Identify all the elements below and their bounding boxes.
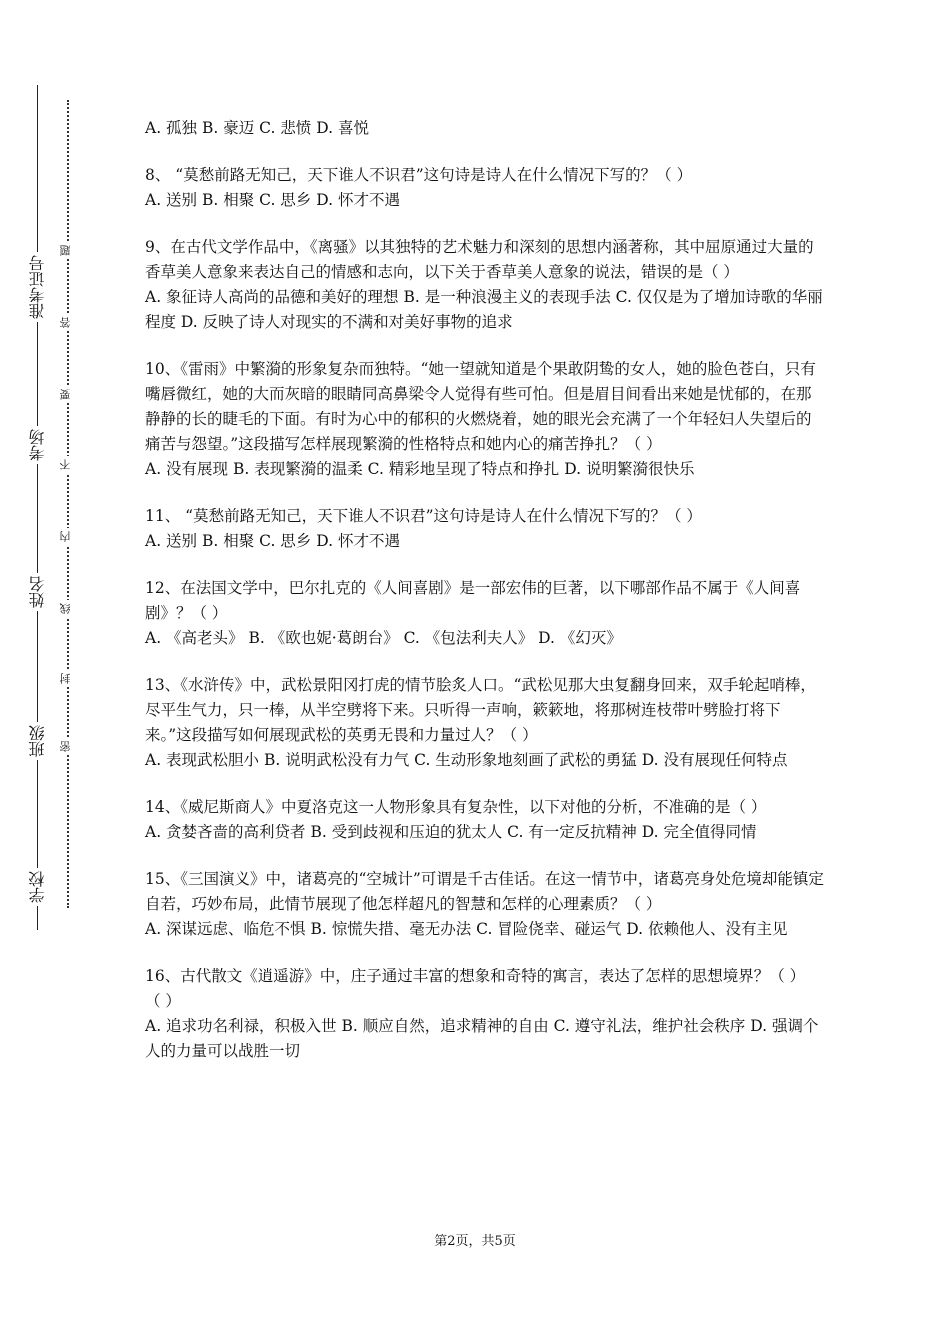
question-stem: 16、古代散文《逍遥游》中，庄子通过丰富的想象和奇特的寓言，表达了怎样的思想境界？（ ） （ ） <box>145 967 806 1010</box>
question-stem: 13、《水浒传》中，武松景阳冈打虎的情节脍炙人口。“武松见那大虫复翻身回来，双手轮起哨棒，尽平生气力，只一棒，从半空劈将下来。只听得一声响，簌簌地，将那树连枝带叶劈脸打将下来。”这段描写如何展现武松的英勇无畏和力量过人？（ ） <box>145 676 816 744</box>
seal-dotted-line <box>67 100 69 908</box>
question-stem: 12、在法国文学中，巴尔扎克的《人间喜剧》是一部宏伟的巨著，以下哪部作品不属于《人间喜剧》？（ ） <box>145 579 801 622</box>
question-options: A. 贪婪吝啬的高利贷者 B. 受到歧视和压迫的犹太人 C. 有一定反抗精神 D. 完全值得同情 <box>145 823 757 841</box>
seal-char: 题 <box>59 242 75 259</box>
field-class: 班级 <box>28 722 46 760</box>
seal-char: 密 <box>59 738 75 755</box>
question-16 <box>145 964 825 1064</box>
question-13 <box>145 673 825 773</box>
question-options: A. 送别 B. 相聚 C. 思乡 D. 怀才不遇 <box>145 532 400 550</box>
question-stem: 10、《雷雨》中繁漪的形象复杂而独特。“她一望就知道是个果敢阴鸷的女人，她的脸色苍白，只有嘴唇微红，她的大而灰暗的眼睛同高鼻梁令人觉得有些可怕。但是眉目间看出来她是忧郁的，在那静静的长的睫毛的下面。有时为心中的郁积的火燃烧着，她的眼光会充满了一个年轻妇人失望后的痛苦与怨望。”这段描写怎样展现繁漪的性格特点和她内心的痛苦挣扎？（ ） <box>145 360 816 453</box>
question-10 <box>145 357 825 482</box>
binding-solid-line <box>37 85 38 930</box>
question-options: A. 追求功名利禄，积极入世 B. 顺应自然，追求精神的自由 C. 遵守礼法，维护社会秩序 D. 强调个人的力量可以战胜一切 <box>145 1017 819 1060</box>
binding-margin <box>0 0 100 1344</box>
field-name: 姓名 <box>28 573 46 611</box>
question-7-options-block <box>145 116 825 141</box>
question-list <box>145 116 825 1086</box>
seal-char: 线 <box>59 600 75 617</box>
question-options: A. 象征诗人高尚的品德和美好的理想 B. 是一种浪漫主义的表现手法 C. 仅仅是为了增加诗歌的华丽程度 D. 反映了诗人对现实的不满和对美好事物的追求 <box>145 288 823 331</box>
question-options: A. 送别 B. 相聚 C. 思乡 D. 怀才不遇 <box>145 191 400 209</box>
field-exam-room: 考场 <box>28 426 46 464</box>
question-stem: 9、在古代文学作品中，《离骚》以其独特的艺术魅力和深刻的思想内涵著称，其中屈原通过大量的香草美人意象来表达自己的情感和志向，以下关于香草美人意象的说法，错误的是（ ） <box>145 238 814 281</box>
seal-char: 封 <box>59 670 75 687</box>
question-stem: 15、《三国演义》中，诸葛亮的“空城计”可谓是千古佳话。在这一情节中，诸葛亮身处危境却能镇定自若，巧妙布局，此情节展现了他怎样超凡的智慧和怎样的心理素质？（ ） <box>145 870 824 913</box>
question-options: A. 表现武松胆小 B. 说明武松没有力气 C. 生动形象地刻画了武松的勇猛 D. 没有展现任何特点 <box>145 751 788 769</box>
field-exam-id: 准考证号 <box>28 252 46 322</box>
page-footer: 第2页，共5页 <box>434 1234 516 1249</box>
seal-char: 内 <box>59 528 75 545</box>
question-9 <box>145 235 825 335</box>
seal-char: 答 <box>59 314 75 331</box>
question-options: A. 《高老头》 B. 《欧也妮·葛朗台》 C. 《包法利夫人》 D. 《幻灭》 <box>145 629 622 647</box>
question-options: A. 深谋远虑、临危不惧 B. 惊慌失措、毫无办法 C. 冒险侥幸、碰运气 D. 依赖他人、没有主见 <box>145 920 788 938</box>
field-school: 学校 <box>28 868 46 906</box>
question-stem: 14、《威尼斯商人》中夏洛克这一人物形象具有复杂性，以下对他的分析，不准确的是（ ） <box>145 798 767 816</box>
seal-char: 不 <box>59 456 75 473</box>
question-options: A. 没有展现 B. 表现繁漪的温柔 C. 精彩地呈现了特点和挣扎 D. 说明繁漪很快乐 <box>145 460 695 478</box>
question-12 <box>145 576 825 651</box>
question-stem: 8、 “莫愁前路无知己，天下谁人不识君”这句诗是诗人在什么情况下写的？（ ） <box>145 166 693 184</box>
question-14 <box>145 795 825 845</box>
question-15 <box>145 867 825 942</box>
question-options: A. 孤独 B. 豪迈 C. 悲愤 D. 喜悦 <box>145 119 369 137</box>
question-8 <box>145 163 825 213</box>
question-11 <box>145 504 825 554</box>
seal-char: 要 <box>59 386 75 403</box>
question-stem: 11、 “莫愁前路无知己，天下谁人不识君”这句诗是诗人在什么情况下写的？（ ） <box>145 507 702 525</box>
